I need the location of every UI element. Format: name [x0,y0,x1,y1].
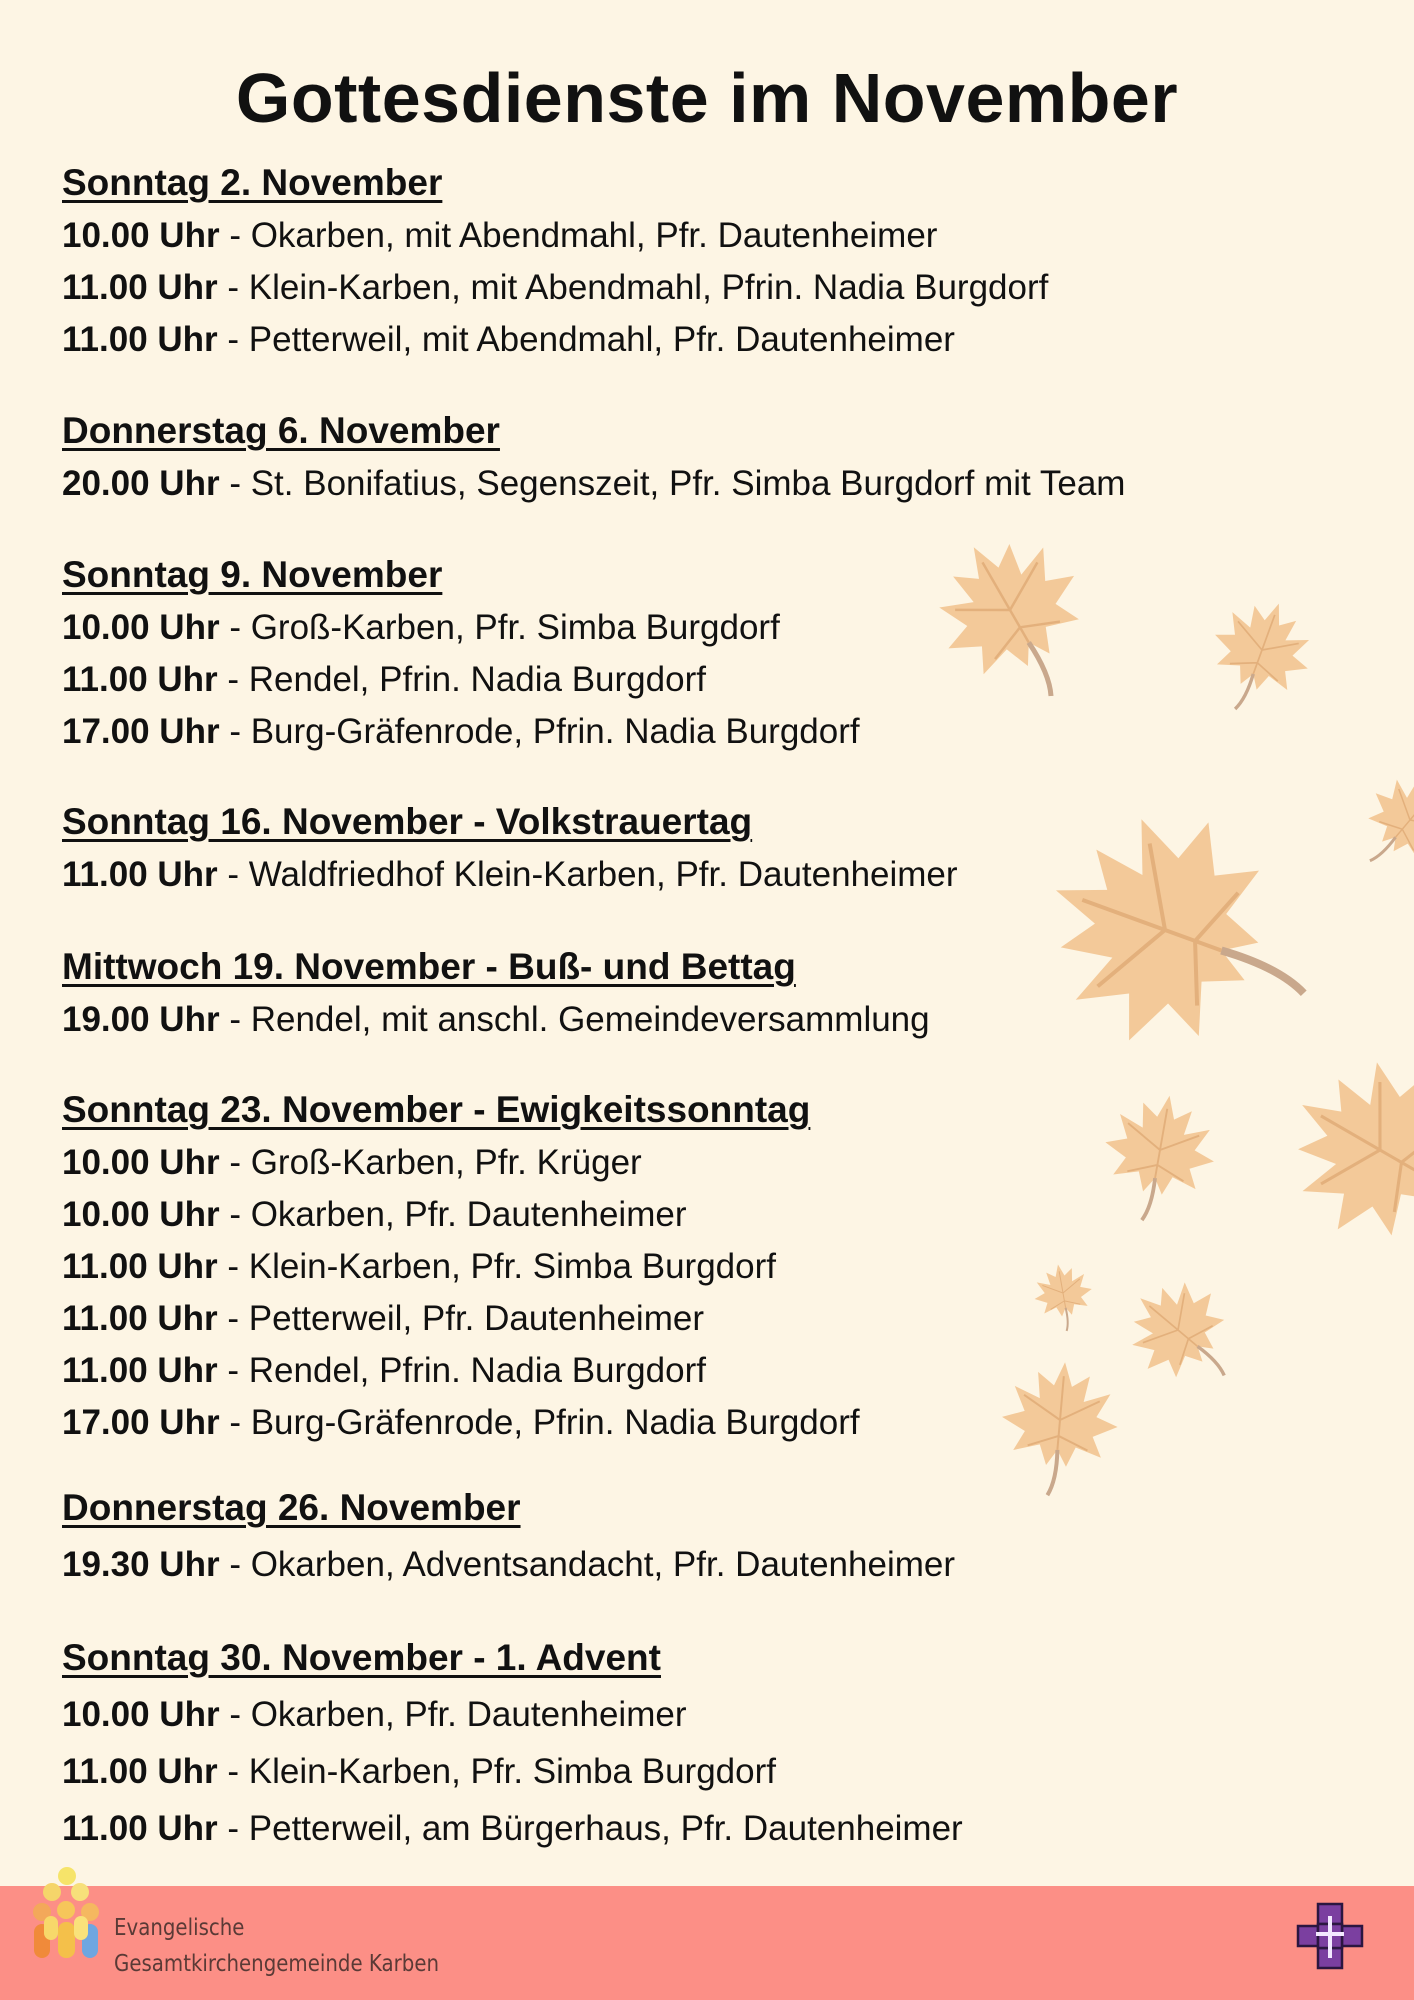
service-entry [62,267,1048,309]
separator: - [219,1143,251,1182]
leaf-icon [1257,1027,1414,1287]
leaf-icon [1194,587,1326,728]
service-time: 11.00 Uhr [62,320,218,359]
service-time: 11.00 Uhr [62,1351,218,1390]
separator: - [217,660,249,699]
service-time: 10.00 Uhr [62,1695,220,1734]
service-entry [62,1298,704,1340]
page-title: Gottesdienste im November [235,59,1179,137]
separator: - [219,216,251,255]
service-time: 19.00 Uhr [62,1000,220,1039]
separator: - [217,1752,249,1791]
day-heading: Sonntag 16. November - Volkstrauertag [62,801,753,842]
day-heading: Donnerstag 6. November [62,410,500,451]
leaf-icon [1109,1261,1260,1410]
separator: - [217,1299,249,1338]
cross-emblem-icon [1294,1900,1366,1972]
organization-line-1: Evangelische [114,1915,245,1941]
separator: - [217,1351,249,1390]
service-time: 11.00 Uhr [62,1247,218,1286]
leaf-icon [1340,759,1414,892]
service-time: 19.30 Uhr [62,1545,220,1584]
service-entry [62,659,706,701]
service-time: 17.00 Uhr [62,712,220,751]
service-entry [62,1694,686,1736]
separator: - [219,1695,251,1734]
service-entry [62,1402,860,1444]
organization-line-2: Gesamtkirchengemeinde Karben [114,1951,440,1977]
service-details: Waldfriedhof Klein-Karben, Pfr. Dautenheimer [248,855,958,894]
footer-bar [0,1886,1414,2000]
day-heading: Sonntag 23. November - Ewigkeitssonntag [62,1089,811,1130]
service-details: Rendel, Pfrin. Nadia Burgdorf [248,1351,706,1390]
service-time: 11.00 Uhr [62,268,218,307]
leaf-icon [996,1357,1123,1501]
service-details: Klein-Karben, mit Abendmahl, Pfrin. Nadia Burgdorf [248,268,1049,307]
service-time: 11.00 Uhr [62,855,218,894]
service-time: 11.00 Uhr [62,1809,218,1848]
service-details: Petterweil, am Bürgerhaus, Pfr. Dautenheimer [248,1809,963,1848]
separator: - [219,1403,251,1442]
service-details: Rendel, mit anschl. Gemeindeversammlung [250,1000,930,1039]
day-heading: Sonntag 9. November [62,554,443,595]
leaf-icon [1016,781,1347,1091]
service-details: Okarben, mit Abendmahl, Pfr. Dautenheimer [250,216,938,255]
service-details: Petterweil, mit Abendmahl, Pfr. Dautenheimer [248,320,955,359]
service-details: Klein-Karben, Pfr. Simba Burgdorf [248,1247,776,1286]
service-entry [62,711,860,753]
separator: - [217,268,249,307]
separator: - [217,1809,249,1848]
organization-name [114,1910,439,1982]
service-details: Burg-Gräfenrode, Pfrin. Nadia Burgdorf [250,1403,860,1442]
separator: - [217,1247,249,1286]
service-entry [62,1544,955,1586]
day-heading: Mittwoch 19. November - Buß- und Bettag [62,946,796,987]
service-details: Okarben, Pfr. Dautenheimer [250,1195,687,1234]
service-time: 11.00 Uhr [62,660,218,699]
service-details: Okarben, Adventsandacht, Pfr. Dautenheimer [250,1545,956,1584]
service-details: Okarben, Pfr. Dautenheimer [250,1695,687,1734]
separator: - [219,712,251,751]
service-entry [62,1246,776,1288]
service-entry [62,1808,963,1850]
service-time: 11.00 Uhr [62,1752,218,1791]
service-entry [62,607,780,649]
service-details: Groß-Karben, Pfr. Simba Burgdorf [250,608,780,647]
separator: - [219,1000,251,1039]
service-entry [62,1142,642,1184]
separator: - [219,464,251,503]
service-details: Klein-Karben, Pfr. Simba Burgdorf [248,1752,776,1791]
service-entry [62,215,937,257]
separator: - [217,320,249,359]
service-entry [62,1194,686,1236]
service-time: 10.00 Uhr [62,608,220,647]
day-heading: Sonntag 30. November - 1. Advent [62,1637,661,1678]
service-entry [62,463,1125,505]
service-entry [62,1350,706,1392]
service-details: Groß-Karben, Pfr. Krüger [250,1143,642,1182]
day-heading: Donnerstag 26. November [62,1487,521,1528]
separator: - [219,608,251,647]
service-details: Rendel, Pfrin. Nadia Burgdorf [248,660,706,699]
service-time: 17.00 Uhr [62,1403,220,1442]
service-entry [62,319,955,361]
leaf-icon [1093,1086,1224,1231]
leaf-icon [1029,1259,1098,1335]
service-entry [62,999,930,1041]
service-details: Petterweil, Pfr. Dautenheimer [248,1299,704,1338]
service-details: Burg-Gräfenrode, Pfrin. Nadia Burgdorf [250,712,860,751]
people-logo-icon [30,1862,104,1972]
service-time: 10.00 Uhr [62,1195,220,1234]
service-entry [62,1751,776,1793]
service-time: 10.00 Uhr [62,1143,220,1182]
service-entry [62,854,958,896]
separator: - [219,1545,251,1584]
service-time: 20.00 Uhr [62,464,220,503]
day-heading: Sonntag 2. November [62,162,443,203]
separator: - [219,1195,251,1234]
service-time: 10.00 Uhr [62,216,220,255]
leaf-icon [911,511,1120,729]
separator: - [217,855,249,894]
service-time: 11.00 Uhr [62,1299,218,1338]
service-details: St. Bonifatius, Segenszeit, Pfr. Simba Burgdorf mit Team [250,464,1126,503]
